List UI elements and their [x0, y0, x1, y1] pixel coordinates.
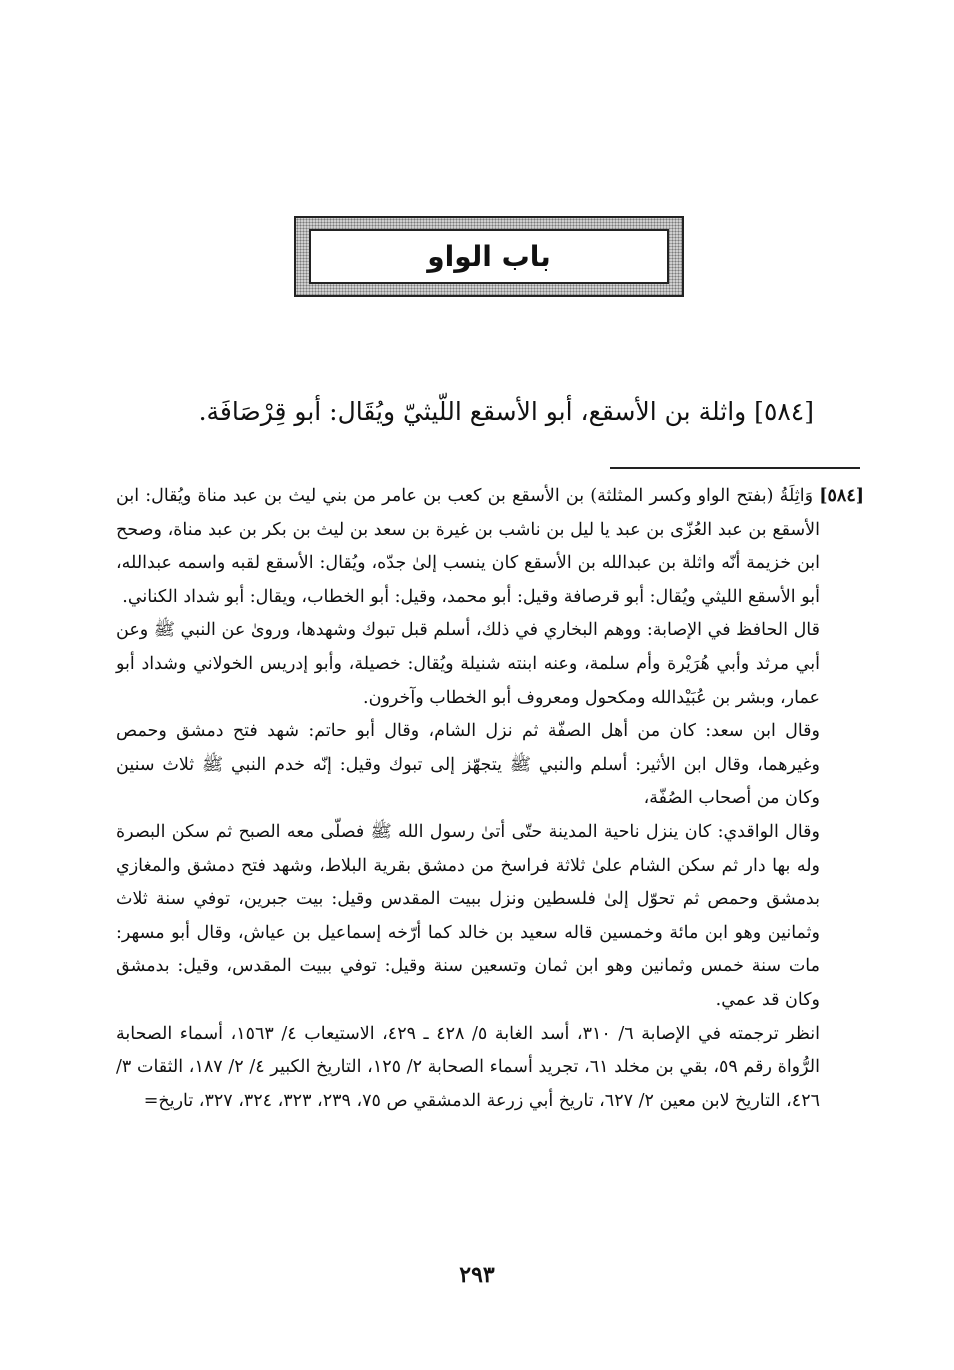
footnote-divider [610, 467, 860, 469]
chapter-title-frame [294, 216, 684, 297]
note-paragraph: قال الحافظ في الإصابة: ووهم البخاري في ذلك، أسلم قبل تبوك وشهدها، وروىٰ عن النبي ﷺ وعن أبي مرثد وأبي هُرَيْرة وأم سلمة، وعنه ابنته شنيلة ويُقال: خصيلة، وأبو إدريس الخولاني وشداد أبو عمار، وبشر بن عُبَيْدالله ومكحول ومعروف أبو الخطاب وآخرون. [116, 620, 820, 708]
page-number: ٢٩٣ [459, 1262, 495, 1288]
entry-heading: [٥٨٤] واثلة بن الأسقع، أبو الأسقع اللّيثيّ ويُقَال: أبو قِرْصَافَة. [198, 397, 814, 426]
footnotes [116, 480, 864, 1118]
note-paragraph: وقال الواقدي: كان ينزل ناحية المدينة حتّى أتىٰ رسول الله ﷺ فصلّى معه الصبح ثم سكن البصرة وله بها دار ثم سكن الشام علىٰ ثلاثة فراسخ من دمشق بقرية البلاط، وشهد فتح دمشق والمغازي بدمشق وحمص ثم تحوّل إلىٰ فلسطين ونزل ببيت المقدس وقيل: بيت جبرين، توفي سنة ثلاث وثمانين وهو ابن مائة وخمسين قاله سعيد بن خالد كما أرّخه إسماعيل بن عياش، وقال أبو مسهر: مات سنة خمس وثمانين وهو ابن ثمان وتسعين سنة وقيل: توفي ببيت المقدس، وقيل: بدمشق وكان قد عمي. [116, 821, 820, 1010]
note-text: وَاثِلَةُ (بفتح الواو وكسر المثلثة) بن الأسقع بن كعب بن عامر من بني ليث بن عبد مناة ويُقال: ابن الأسقع بن عبد العُزّى بن عبد يا ليل بن ناشب بن غيرة بن سعد بن ليث بن بكر بن عبد مناة، وصحح ابن خزيمة أنّه واثلة بن عبدالله بن الأسقع كان ينسب إلىٰ جدّه، ويُقال: الأسقع لقبه واسمه عبدالله، أبو الأسقع الليثي ويُقال: أبو قرصافة وقيل: أبو محمد، وقيل: أبو الخطاب، ويقال: أبو شداد الكناني. [116, 486, 820, 607]
note-paragraph [116, 480, 864, 614]
references-paragraph: انظر ترجمته في الإصابة ٦/ ٣١٠، أسد الغابة ٥/ ٤٢٨ ـ ٤٢٩، الاستيعاب ٤/ ١٥٦٣، أسماء الصحابة الرُّواة رقم ٥٩، بقي بن مخلد ٦١، تجريد أسماء الصحابة ٢/ ١٢٥، التاريخ الكبير ٤/ ٢/ ١٨٧، الثقات ٣/ ٤٢٦، التاريخ لابن معين ٢/ ٦٢٧، تاريخ أبي زرعة الدمشقي ص ٧٥، ٢٣٩، ٣٢٣، ٣٢٤، ٣٢٧، تاريخ= [116, 1023, 821, 1111]
chapter-title: باب الواو [309, 229, 669, 284]
note-number: [٥٨٤] [819, 486, 864, 506]
note-paragraph: وقال ابن سعد: كان من أهل الصفّة ثم نزل الشام، وقال أبو حاتم: شهد فتح دمشق وحمص وغيرهما، وقال ابن الأثير: أسلم والنبي ﷺ يتجهّز إلى تبوك وقيل: إنّه خدم النبي ﷺ ثلاث سنين وكان من أصحاب الصُفّة، [116, 721, 820, 809]
